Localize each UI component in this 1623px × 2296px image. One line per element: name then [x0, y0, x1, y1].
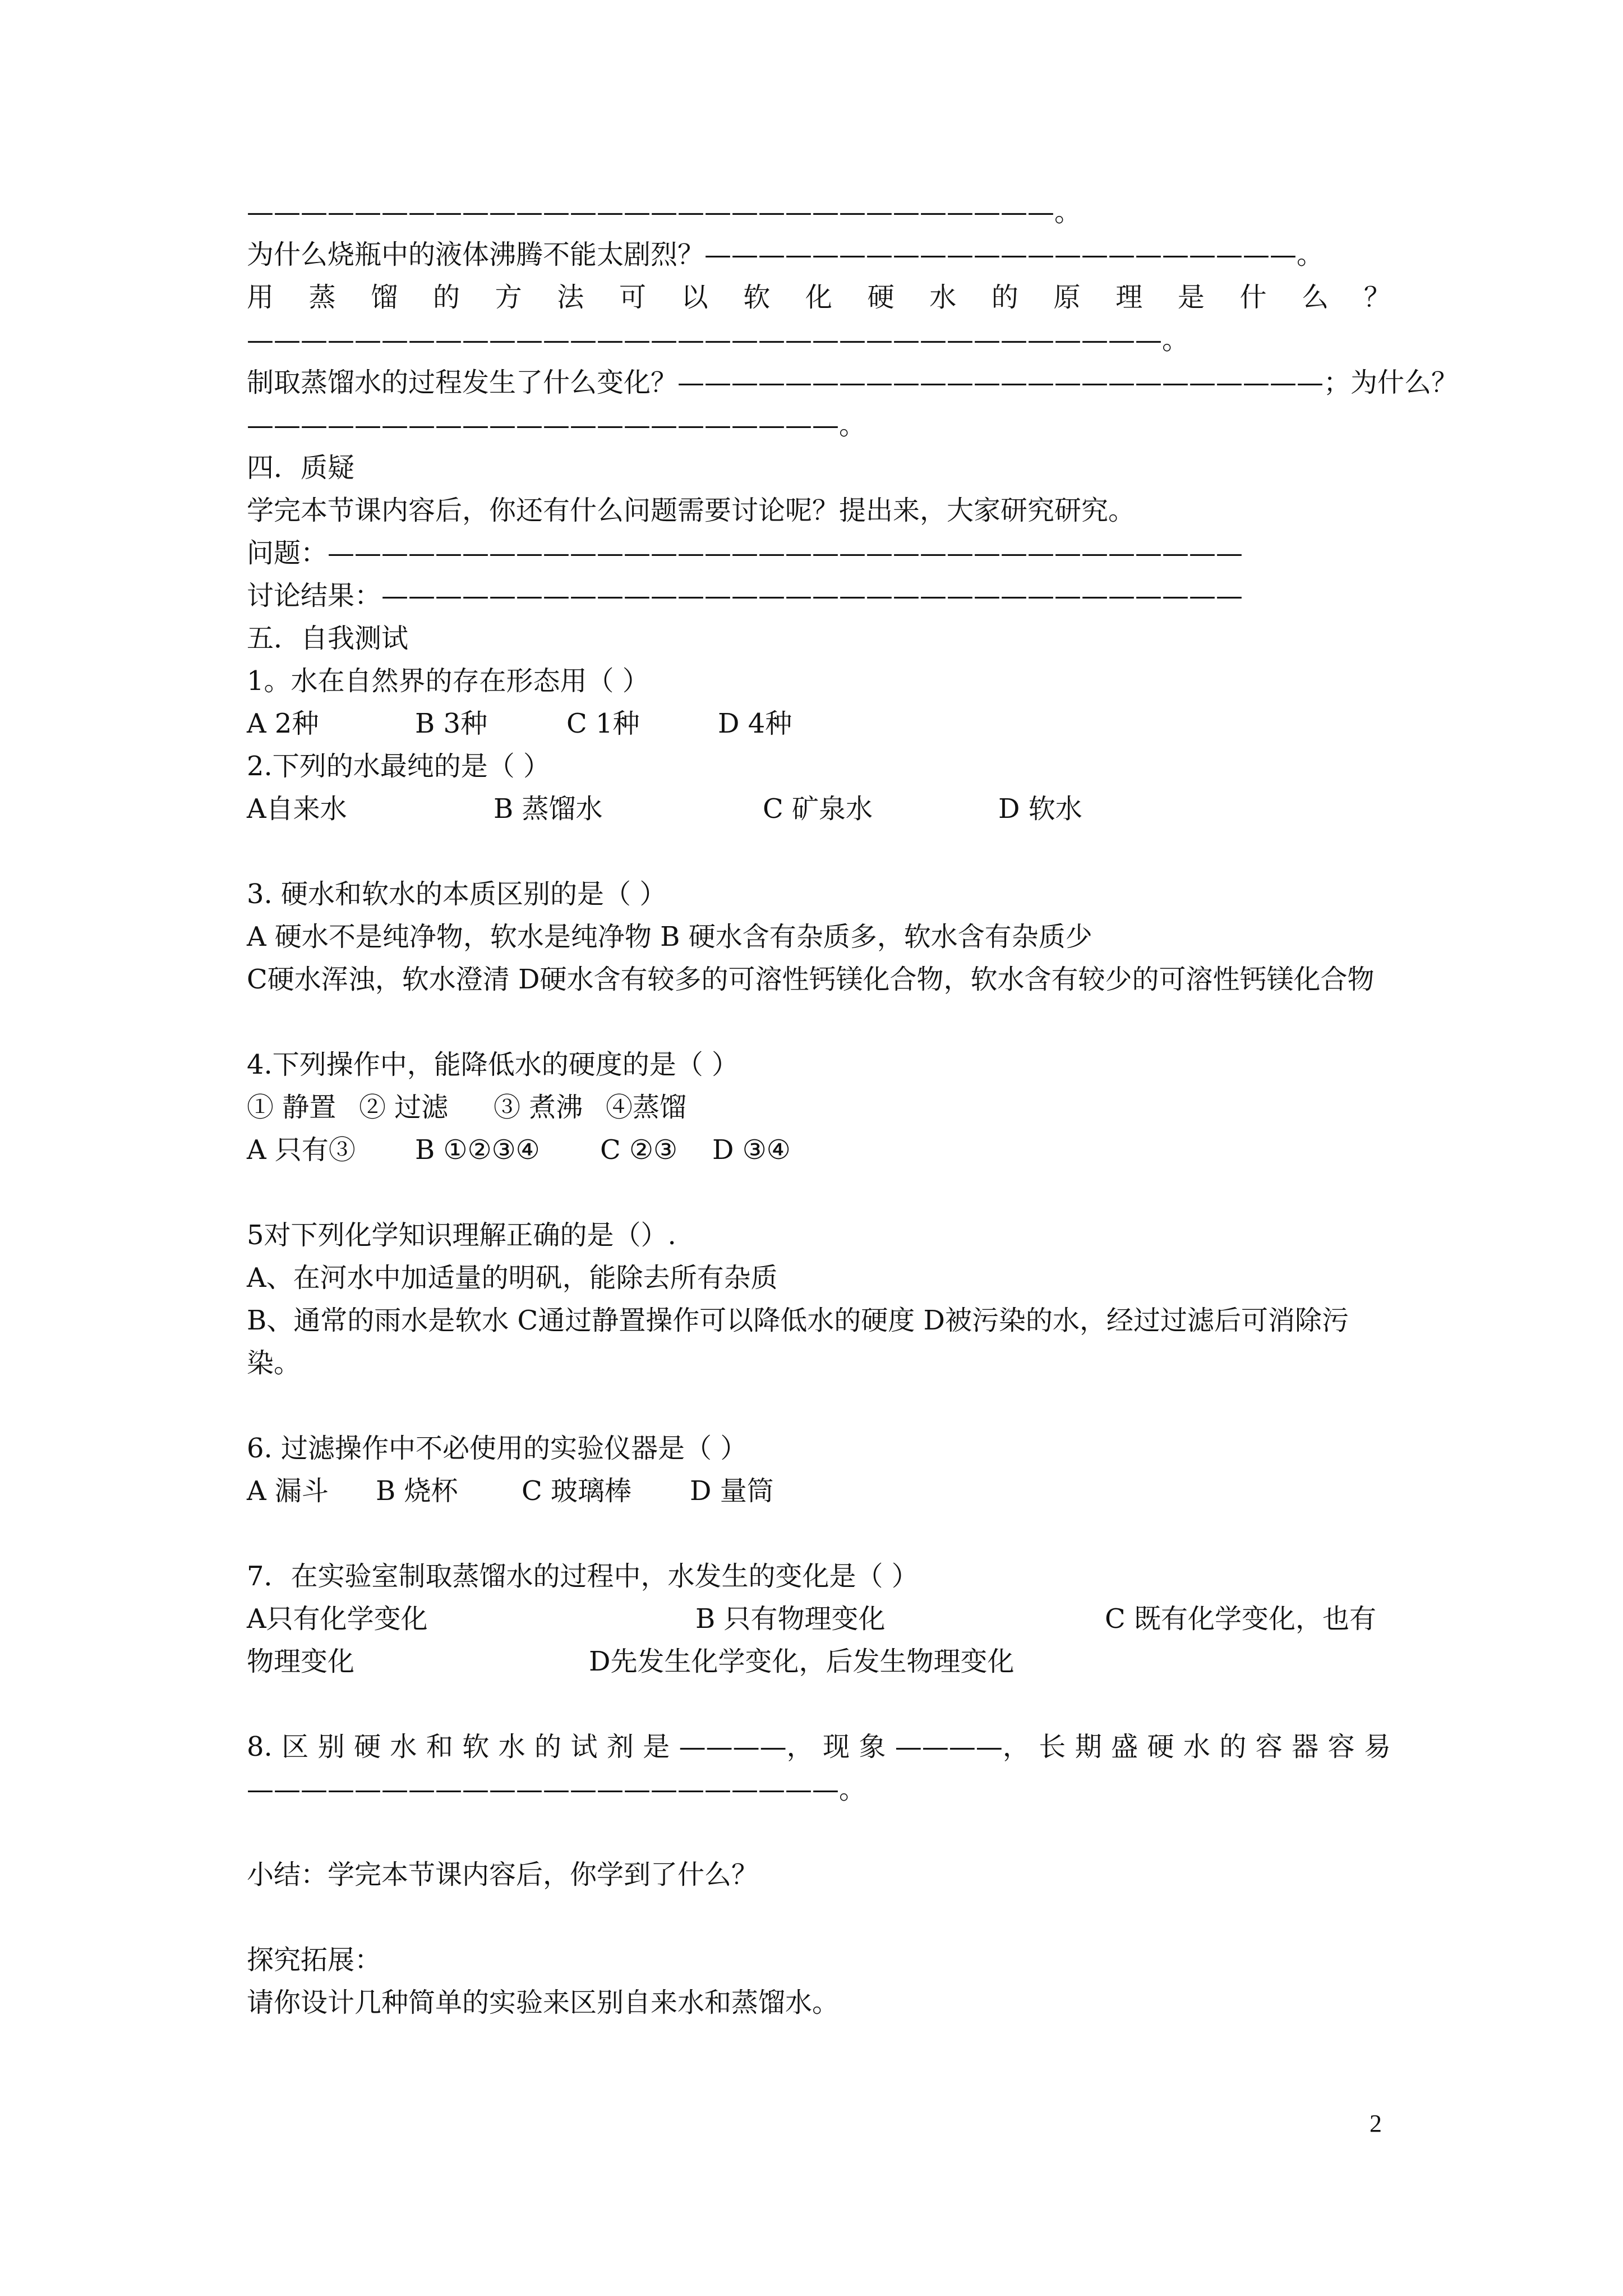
q8-part: 软	[462, 1731, 490, 1763]
char: 化	[805, 282, 832, 313]
option: C 矿泉水	[763, 793, 873, 825]
item: ④蒸馏	[606, 1092, 687, 1123]
q8-part: 别	[317, 1731, 345, 1763]
spacer	[247, 1171, 1391, 1214]
question-3: 3. 硬水和软水的本质区别的是（ ）	[247, 878, 667, 910]
item: ② 过滤	[359, 1092, 449, 1123]
question-distillation-change: 制取蒸馏水的过程发生了什么变化？————————————————————————；为什么？	[247, 367, 1459, 398]
char: 的	[991, 282, 1018, 313]
option: C 玻璃棒	[522, 1475, 631, 1507]
spacer	[247, 1512, 1391, 1555]
question-distillation-principle	[247, 276, 1391, 319]
question-4-items	[247, 1086, 1391, 1129]
option: A 只有③	[247, 1134, 356, 1166]
question-4-options	[247, 1129, 1391, 1171]
spacer	[247, 1811, 1391, 1853]
spacer	[247, 1384, 1391, 1427]
answer-blank-line: ——————————————————————————————————。	[247, 324, 1189, 356]
q8-part: ————，	[679, 1731, 814, 1763]
char: 以	[681, 282, 708, 313]
q8-part: 长	[1039, 1731, 1066, 1763]
section-title-self-test: 五．自我测试	[247, 623, 409, 654]
char: 可	[619, 282, 646, 313]
char: 原	[1053, 282, 1081, 313]
option: B ①②③④	[415, 1134, 540, 1166]
q8-part: 象	[859, 1731, 886, 1763]
question-4: 4.下列操作中，能降低水的硬度的是（ ）	[247, 1049, 739, 1080]
char: 什	[1239, 282, 1267, 313]
char: 软	[743, 282, 771, 313]
question-3-line1: A 硬水不是纯净物，软水是纯净物 B 硬水含有杂质多，软水含有杂质少	[247, 921, 1092, 953]
question-6-options	[247, 1470, 1391, 1512]
section-doubt-intro: 学完本节课内容后，你还有什么问题需要讨论呢？提出来，大家研究研究。	[247, 495, 1136, 526]
q8-part: 现	[823, 1731, 850, 1763]
answer-blank-line: ——————————————————————。	[247, 1774, 866, 1805]
q8-part: 硬	[354, 1731, 381, 1763]
answer-blank-line: ——————————————————————————————。	[247, 196, 1082, 228]
explore-text: 请你设计几种简单的实验来区别自来水和蒸馏水。	[247, 1987, 840, 2018]
q8-part: 器	[1292, 1731, 1319, 1763]
option: A 2种	[247, 708, 319, 739]
section-title-doubt: 四．质疑	[247, 452, 355, 484]
question-boiling: 为什么烧瓶中的液体沸腾不能太剧烈？——————————————————————。	[247, 239, 1324, 270]
question-3-line2: C硬水浑浊，软水澄清 D硬水含有较多的可溶性钙镁化合物，软水含有较少的可溶性钙镁化合物	[247, 964, 1375, 995]
q8-part: 期	[1075, 1731, 1102, 1763]
option: A自来水	[247, 793, 347, 825]
char: 法	[557, 282, 584, 313]
option: 物理变化	[247, 1646, 355, 1677]
q8-part: 盛	[1111, 1731, 1138, 1763]
option: D 软水	[998, 793, 1082, 825]
question-2: 2.下列的水最纯的是（ ）	[247, 751, 551, 782]
q8-part: 硬	[1147, 1731, 1174, 1763]
item: ① 静置	[247, 1092, 336, 1123]
spacer	[247, 1683, 1391, 1726]
char: 用	[247, 282, 274, 313]
char: 蒸	[308, 282, 336, 313]
question-7: 7．在实验室制取蒸馏水的过程中，水发生的变化是（ ）	[247, 1561, 919, 1592]
page-content	[247, 191, 1459, 2024]
question-7-options-row2	[247, 1640, 1391, 1683]
question-6: 6. 过滤操作中不必使用的实验仪器是（ ）	[247, 1433, 748, 1464]
option: D ③④	[712, 1134, 791, 1166]
option: C 1种	[566, 708, 640, 739]
option: D先发生化学变化，后发生物理变化	[589, 1646, 1015, 1677]
option: D 4种	[718, 708, 792, 739]
char: 方	[495, 282, 522, 313]
option: B 只有物理变化	[695, 1603, 886, 1635]
q8-part: 水	[1183, 1731, 1210, 1763]
q8-part: 水	[390, 1731, 417, 1763]
option: B 蒸馏水	[494, 793, 603, 825]
char: 么	[1302, 282, 1329, 313]
explore-title: 探究拓展：	[247, 1944, 382, 1976]
char: 馏	[371, 282, 398, 313]
char: ？	[1363, 282, 1391, 313]
option: A只有化学变化	[247, 1603, 428, 1635]
question-8	[247, 1726, 1391, 1768]
spacer	[247, 830, 1391, 873]
q8-part: 试	[570, 1731, 598, 1763]
spacer	[247, 1001, 1391, 1043]
question-2-options	[247, 788, 1391, 830]
question-5-a: A、在河水中加适量的明矾，能除去所有杂质	[247, 1262, 778, 1294]
q8-part: ————，	[895, 1731, 1030, 1763]
char: 是	[1177, 282, 1205, 313]
char: 的	[432, 282, 460, 313]
page-number: 2	[1370, 2110, 1382, 2137]
question-1-options	[247, 702, 1391, 745]
q8-part: 的	[534, 1731, 562, 1763]
item: ③ 煮沸	[494, 1092, 583, 1123]
answer-blank-line: ——————————————————————。	[247, 409, 866, 441]
question-7-options-row1	[247, 1598, 1391, 1640]
question-label: 问题：——————————————————————————————————	[247, 537, 1243, 569]
char: 水	[929, 282, 957, 313]
option: C ②③	[600, 1134, 678, 1166]
option: B 3种	[415, 708, 488, 739]
q8-part: 和	[426, 1731, 453, 1763]
option: D 量筒	[690, 1475, 774, 1507]
q8-part: 容	[1255, 1731, 1283, 1763]
q8-part: 是	[643, 1731, 670, 1763]
discussion-label: 讨论结果：————————————————————————————————	[247, 580, 1243, 611]
q8-part: 水	[498, 1731, 525, 1763]
q8-part: 易	[1363, 1731, 1391, 1763]
option: B 烧杯	[376, 1475, 458, 1507]
summary: 小结：学完本节课内容后，你学到了什么？	[247, 1859, 759, 1890]
char: 理	[1115, 282, 1143, 313]
option: C 既有化学变化，也有	[1105, 1603, 1376, 1635]
q8-part: 8.	[247, 1731, 273, 1763]
q8-part: 容	[1327, 1731, 1355, 1763]
char: 硬	[867, 282, 895, 313]
question-1: 1。水在自然界的存在形态用（ ）	[247, 665, 649, 697]
option: A 漏斗	[247, 1475, 329, 1507]
spacer	[247, 1896, 1391, 1939]
question-5: 5对下列化学知识理解正确的是（）.	[247, 1220, 676, 1251]
q8-part: 剂	[606, 1731, 634, 1763]
question-5-bcd: B、通常的雨水是软水 C通过静置操作可以降低水的硬度 D被污染的水，经过过滤后可消除污染。	[247, 1305, 1349, 1379]
q8-part: 区	[282, 1731, 309, 1763]
q8-part: 的	[1219, 1731, 1247, 1763]
